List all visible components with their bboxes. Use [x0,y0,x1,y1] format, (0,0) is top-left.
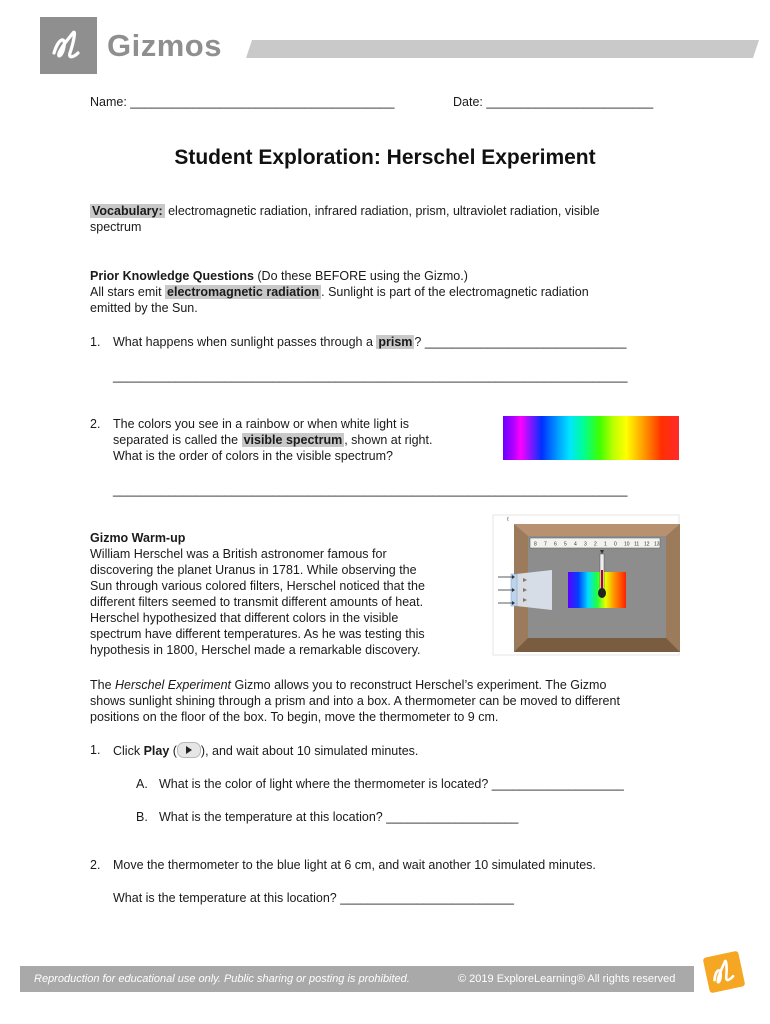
footer-copyright: © 2019 ExploreLearning® All rights reserved [458,973,676,985]
ruler-tick-label: 0 [614,541,617,548]
gizmo-intro-line-2: shows sunlight shining through a prism and into a box. A thermometer can be moved to different [90,694,620,708]
vocabulary-label: Vocabulary: [92,204,163,218]
warmup-line: hypothesis in 1800, Herschel made a remarkable discovery. [90,643,421,657]
question-2-answer-line: __________________________________________________________________________ [113,483,628,497]
ruler-tick-label: 5 [564,541,567,548]
prior-knowledge-text-1 [90,284,589,300]
brand-name: Gizmos [107,28,222,63]
ruler-tick-label: 11 [634,541,640,548]
text-span: Gizmo allows you to reconstruct Herschel’s experiment. The Gizmo [231,678,607,692]
text-span: ), and wait about 10 simulated minutes. [200,744,419,758]
step-1b-label: B. [136,810,148,824]
page-title: Student Exploration: Herschel Experiment [174,146,596,169]
question-1-answer-line: __________________________________________________________________________ [113,369,628,383]
gizmo-name: Herschel Experiment [115,678,232,692]
text-span: ( [169,744,177,758]
text-span: . Sunlight is part of the electromagnetic radiation [321,285,589,299]
text-span: The [90,678,116,692]
date-field: Date: ________________________ [453,95,654,109]
ruler-tick-label: 7 [544,541,547,548]
ruler-tick-label: 4 [574,541,577,548]
vocabulary-line-2: spectrum [90,220,142,234]
ruler-tick-label: 13 [654,541,660,548]
ruler-tick-label: 2 [594,541,597,548]
highlight-em-radiation: electromagnetic radiation [167,285,320,299]
warmup-line: spectrum have different temperatures. As he was testing this [90,627,425,641]
explorelearning-logo-icon [700,948,748,996]
herschel-gizmo-screenshot [492,514,680,656]
prior-knowledge-note: (Do these BEFORE using the Gizmo.) [253,269,468,283]
text-span: All stars emit [90,285,166,299]
vocabulary-line [90,203,600,219]
warmup-line: Sun through various colored filters, Herschel noticed that the [90,579,425,593]
question-1-number: 1. [90,335,101,349]
question-2-number: 2. [90,417,101,431]
ruler-tick-label: 10 [624,541,630,548]
step-1b-text: What is the temperature at this location? ___________________ [159,810,519,824]
footer-notice: Reproduction for educational use only. Public sharing or posting is prohibited. [34,973,410,985]
play-icon [177,742,201,758]
prior-knowledge-heading [90,268,468,284]
step-2-question: What is the temperature at this location? _________________________ [113,891,514,905]
highlight-prism: prism [378,335,413,349]
header-bar [246,40,759,58]
warmup-heading: Gizmo Warm-up [90,531,186,545]
el-logo-icon [40,17,97,74]
answer-blank: ? _____________________________ [414,335,627,349]
question-2-line-1: The colors you see in a rainbow or when white light is [113,417,409,431]
step-1a-text: What is the color of light where the thermometer is located? ___________________ [159,777,624,791]
name-field: Name: ______________________________________ [90,95,395,109]
step-1-number: 1. [90,743,101,757]
svg-text:ℓ: ℓ [507,517,509,523]
step-2-text: Move the thermometer to the blue light at 6 cm, and wait another 10 simulated minutes. [113,858,596,872]
warmup-line: discovering the planet Uranus in 1781. While observing the [90,563,417,577]
prior-knowledge-text-2: emitted by the Sun. [90,301,198,315]
gizmo-intro-line-1 [90,677,606,693]
ruler-tick-label: 6 [554,541,557,548]
ruler-tick-label: 8 [534,541,537,548]
gizmo-intro-line-3: positions on the floor of the box. To begin, move the thermometer to 9 cm. [90,710,499,724]
question-1-text [113,334,626,350]
highlight-visible-spectrum: visible spectrum [243,433,343,447]
warmup-paragraph [90,546,480,658]
warmup-line: William Herschel was a British astronomer famous for [90,547,387,561]
play-label: Play [143,744,170,758]
step-2-number: 2. [90,858,101,872]
ruler-tick-label: 1 [604,541,607,548]
ruler-tick-label: 12 [644,541,650,548]
prior-knowledge-title: Prior Knowledge Questions [90,269,254,283]
question-2-line-3: What is the order of colors in the visible spectrum? [113,449,393,463]
step-1-text [113,742,418,759]
warmup-line: Herschel hypothesized that different colors in the visible [90,611,399,625]
step-1a-label: A. [136,777,148,791]
ruler-tick-label: 3 [584,541,587,548]
vocabulary-terms: electromagnetic radiation, infrared radiation, prism, ultraviolet radiation, visible [164,204,600,218]
text-span: Click [113,744,144,758]
question-2-line-2 [113,432,432,448]
text-span: separated is called the [113,433,242,447]
warmup-line: different filters seemed to transmit different amounts of heat. [90,595,424,609]
visible-spectrum-image [503,416,679,460]
text-span: What happens when sunlight passes through a [113,335,377,349]
play-triangle-icon [186,746,192,754]
text-span: , shown at right. [344,433,433,447]
